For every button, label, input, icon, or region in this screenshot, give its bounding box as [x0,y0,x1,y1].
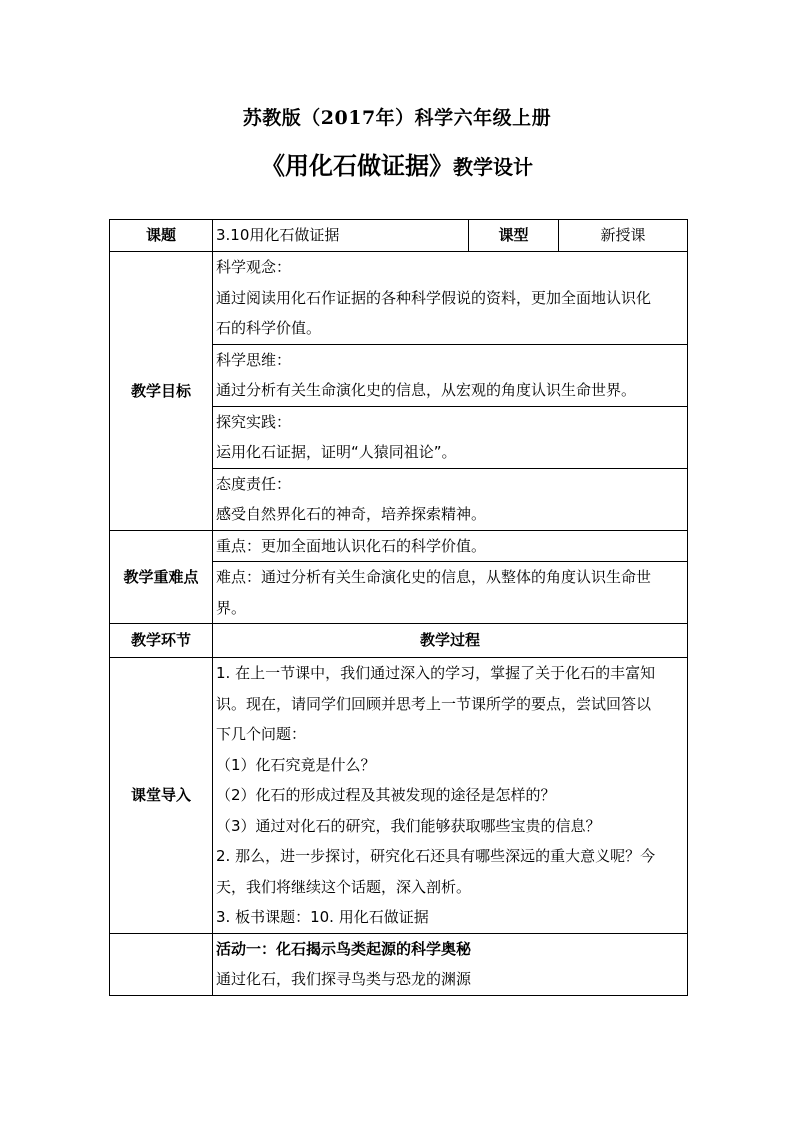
intro-line: （3）通过对化石的研究，我们能够获取哪些宝贵的信息？ [216,816,601,835]
lesson-title [0,146,794,181]
process-header-row [110,624,688,658]
topic-row [110,220,688,252]
topic-label: 课题 [110,220,213,252]
goal-head: 探究实践： [216,412,292,431]
document-title: 苏教版（2017年）科学六年级上册 [242,107,552,129]
type-value: 新授课 [559,220,688,252]
goals-content [213,252,688,531]
goal-line: 感受自然界化石的神奇，培养探索精神。 [216,505,487,523]
intro-label: 课堂导入 [110,658,213,934]
goals-row [110,252,688,531]
goals-label: 教学目标 [110,252,213,531]
activity-row [110,933,688,995]
intro-line: （2）化石的形成过程及其被发现的途径是怎样的？ [216,786,556,804]
goal-line: 通过分析有关生命演化史的信息，从宏观的角度认识生命世界。 [216,381,637,399]
difficulty-line: 难点：通过分析有关生命演化史的信息，从整体的角度认识生命世 [216,568,652,586]
activity-text: 通过化石，我们探寻鸟类与恐龙的渊源 [216,970,472,988]
intro-line: 3. 板书课题：10. 用化石做证据 [216,908,429,926]
activity-content [213,933,688,995]
goal-line: 通过阅读用化石作证据的各种科学假说的资料，更加全面地认识化 [216,288,652,307]
stage-header: 教学环节 [110,624,213,658]
goal-item [213,468,687,530]
goal-item [213,406,687,468]
process-header: 教学过程 [213,624,688,658]
intro-line: 2. 那么，进一步探讨，研究化石还具有哪些深远的重大意义呢？今 [216,847,656,865]
intro-line: 1. 在上一节课中，我们通过深入的学习，掌握了关于化石的丰富知 [216,664,656,682]
intro-line: 天，我们将继续这个话题，深入剖析。 [216,877,472,896]
goal-head: 科学思维： [216,350,292,369]
goal-item [213,344,687,406]
difficulty-line: 界。 [216,598,247,617]
type-label: 课型 [469,220,559,252]
focus-point: 重点：更加全面地认识化石的科学价值。 [216,536,487,555]
intro-row [110,658,688,934]
lesson-plan-table [109,219,688,996]
goal-head: 态度责任： [216,474,292,493]
intro-line: 下几个问题： [216,725,307,743]
goal-line: 运用化石证据，证明“人猿同祖论”。 [216,443,457,461]
goal-item [213,252,687,344]
intro-line: 识。现在，请同学们回顾并思考上一节课所学的要点，尝试回答以 [216,694,652,713]
key-points-content [213,530,688,624]
activity-stage-cell [110,933,213,995]
intro-content [213,658,688,934]
activity-title: 活动一：化石揭示鸟类起源的科学奥秘 [216,939,472,958]
goal-head: 科学观念： [216,258,292,276]
key-points-label: 教学重难点 [110,530,213,624]
lesson-title-tail: 教学设计 [453,155,533,179]
difficulty-point [213,561,687,623]
topic-value: 3.10用化石做证据 [213,220,469,252]
lesson-title-main: 《用化石做证据》 [261,151,453,180]
key-points-row [110,530,688,624]
goal-line: 石的科学价值。 [216,319,322,337]
intro-line: （1）化石究竟是什么？ [216,755,376,774]
